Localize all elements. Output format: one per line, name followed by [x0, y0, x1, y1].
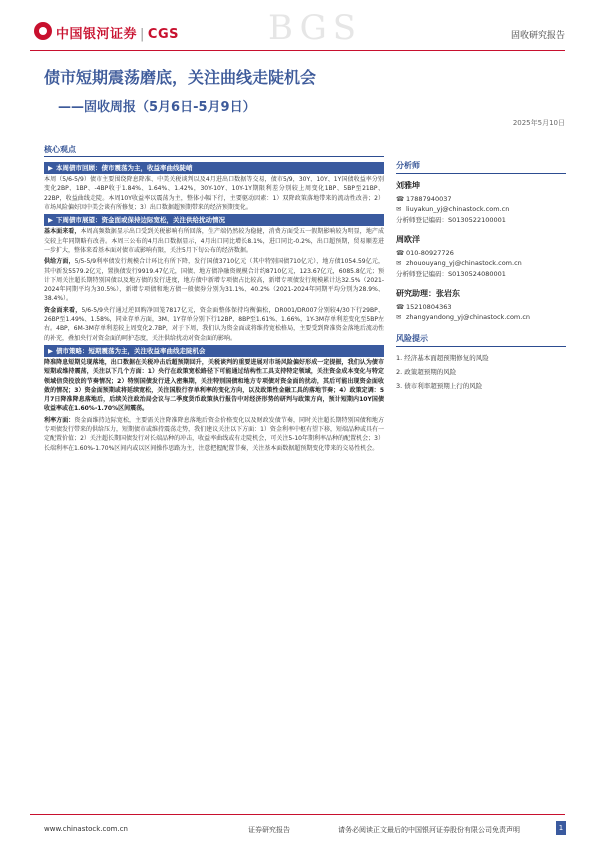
paragraph	[44, 358, 384, 414]
phone-icon: ☎	[396, 249, 405, 257]
phone-icon: ☎	[396, 195, 405, 203]
section-bar-label: 本周债市回顾：债市震荡为主，收益率曲线陡峭	[56, 164, 193, 172]
core-content	[44, 160, 384, 455]
sidebar	[396, 160, 566, 395]
report-date: 2025年5月10日	[512, 119, 565, 127]
core-divider	[44, 156, 384, 157]
paragraph-lead: 基本面来看，	[44, 228, 81, 236]
paragraph	[44, 306, 384, 343]
phone-text: 17887940037	[406, 195, 452, 203]
paragraph-text: 资金面维持边际宽松，主要需关注降准降息落地后资金价格变化以及财政发债节奏，同时关注超长期特别国债和地方专项债发行带来的供给压力，短期债市或维持震荡走势，我们建议关注以下方面：1）资金利率中枢有望下移，短端品种或具有一定配置价值；2）关注超长期国债发行对长端品种的冲击，收益率曲线或有走陡机会，可关注5-10年期利率品种的配置机会；3）长端利率在1.60%-1.70%区间内或以区间操作思路为主，注意把握配置节奏，关注基本面数据超预期变化带来的交易性机会。	[44, 416, 384, 452]
paragraph-text: 本周（5/6-5/9）债市主要围绕降息降准、中美关税谈判以及4月进出口数据等交易，债市5/9，30Y、10Y、1Y国债收益率分别变化2BP、1BP、-4BP收于1.84%、1.64%、1.42%，30Y-10Y、10Y-1Y期限利差分别较上周变化1BP、5BP至21BP、22BP，收益曲线走陡。本周10Y收益率以震荡为主，整体小幅下行，主要驱动因素：1）双降政策落地带来的流动性改善；2）市场风险偏好因中美会谈有所修复；3）出口数据超预期带来的经济预期变化。	[44, 176, 384, 211]
risk-item: 2. 政策超预期的风险	[396, 368, 457, 376]
section-bar-outlook: ▶ 下周债市展望：资金面或保持边际宽松，关注供给扰动情况	[44, 214, 384, 226]
analyst-phone	[396, 249, 566, 257]
analyst-phone	[396, 195, 566, 203]
report-type: 固收研究报告	[510, 31, 565, 41]
risk-heading: 风险提示	[396, 333, 566, 347]
assistant-phone	[396, 303, 566, 311]
core-heading: 核心观点	[44, 145, 76, 154]
cert-number: S0130524080001	[448, 270, 506, 278]
analyst-heading: 分析师	[396, 160, 566, 174]
analyst-name: 刘雅坤	[396, 181, 420, 190]
header-divider	[30, 50, 565, 51]
footer-label: 证券研究报告	[248, 826, 290, 834]
section-bar-label: 下周债市展望：资金面或保持边际宽松，关注供给扰动情况	[56, 216, 225, 225]
report-title: 债市短期震荡磨底，关注曲线走陡机会	[44, 68, 317, 87]
analyst-cert	[396, 215, 566, 224]
paragraph-lead: 资金面来看，	[44, 306, 82, 314]
paragraph-lead: 利率方面：	[44, 416, 75, 424]
analyst-email[interactable]	[396, 259, 566, 267]
analyst-email[interactable]	[396, 205, 566, 213]
risk-item: 3. 债市利率超预期上行的风险	[396, 382, 483, 390]
header-watermark: BGS	[268, 8, 363, 48]
assistant-label: 研究助理：	[396, 289, 436, 298]
paragraph-text: 5/5-5/9利率债发行规模合计环比有所下降，发行国债3710亿元（其中特别国债710亿元），地方债1054.59亿元，其中新发5579.2亿元，置换债发行9919.47亿元，国债、地方债净融资规模合计约8710亿元，123.67亿元，6085.8亿元；预计下周关注超长期特别国债以及地方债的发行进度，地方债中新增专项债占比较高，新增专项债发行规模累计达32.5%（2021-2024年同期平均为30.5%），新增专项债和地方债一般债券分别为31.1%、40.2%（2021-2024年同期平均分别为28.9%、38.4%）。	[44, 258, 384, 303]
analyst-name: 周欧洋	[396, 235, 420, 244]
assistant-name	[396, 288, 566, 299]
cert-label: 分析师登记编码：	[396, 216, 448, 224]
section-bar-strategy: ▶ 债市策略：短期震荡为主，关注收益率曲线走陡机会	[44, 345, 384, 357]
paragraph	[44, 175, 384, 212]
paragraph-text: 本周高频数据显示出口受到关税影响有所回落，生产端仍然较为稳健，消费方面受五一假期影响较为明显，地产成交较上年同期略有改善。本周三公布的4月出口数据显示，4月出口同比增长8.1%，进口同比-0.2%，出口超预期，贸易顺差进一步扩大，整体来看基本面对债市或影响有限，关注5月下旬公布的经济数据。	[44, 228, 384, 254]
footer-website[interactable]: www.chinastock.com.cn	[44, 825, 128, 833]
brand-en: CGS	[147, 27, 179, 42]
paragraph	[44, 416, 384, 453]
email-link[interactable]: zhangyandong_yj@chinastock.com.cn	[406, 313, 531, 321]
email-icon: ✉	[396, 259, 402, 267]
assistant-email[interactable]	[396, 313, 566, 321]
analyst-cert	[396, 269, 566, 278]
footer-disclaimer: 请务必阅读正文最后的中国银河证券股份有限公司免责声明	[338, 826, 520, 834]
paragraph-text: 降准降息短期兑现落地，出口数据在关税冲击后超预期回升，关税谈判的重要进展对市场风险偏好形成一定提振，我们认为债市短期或维持震荡，关注以下几个方面：1）央行在政策宽松路径下可能通过结构性工具支持特定领域，关注资金成本变化与特定领域信贷投放的节奏情况；2）特别国债发行进入密集期，关注特别国债和地方专项债对资金面的扰动，其后可能出现资金面收敛的情况；3）资金面预期或将延续宽松，关注国股行存单利率的变化方向，以及政策性金融工具的落地节奏；4）政策定调：5月7日降准降息落地后，后续关注政治局会议与二季度货币政策执行报告中对经济形势的研判与政策方向，预计短期内10Y国债收益率或在1.60%-1.70%区间震荡。	[44, 358, 384, 413]
phone-icon: ☎	[396, 303, 405, 311]
email-icon: ✉	[396, 313, 402, 321]
email-icon: ✉	[396, 205, 402, 213]
paragraph	[44, 227, 384, 255]
phone-text: 15210804363	[406, 303, 452, 311]
section-bar-review: ▶ 本周债市回顾：债市震荡为主，收益率曲线陡峭	[44, 162, 384, 174]
paragraph-lead: 供给方面，	[44, 258, 75, 266]
brand-name: 中国银河证券 | CGS	[56, 27, 179, 42]
email-link[interactable]: liuyakun_yj@chinastock.com.cn	[406, 205, 510, 213]
risk-item: 1. 经济基本面超预期修复的风险	[396, 354, 489, 362]
page-number: 1	[556, 821, 566, 835]
brand-logo-icon	[34, 22, 52, 40]
section-bar-label: 债市策略：短期震荡为主，关注收益率曲线走陡机会	[56, 346, 206, 355]
phone-text: 010-80927726	[406, 249, 454, 257]
footer-divider	[30, 814, 565, 815]
brand-cn: 中国银河证券	[56, 27, 138, 42]
email-link[interactable]: zhououyang_yj@chinastock.com.cn	[406, 259, 522, 267]
cert-label: 分析师登记编码：	[396, 270, 448, 278]
paragraph-text: 5/6-5/9央行通过逆回购净回笼7817亿元，资金面整体保持均衡偏松，DR001/DR007分别较4/30下行29BP、26BP至1.49%、1.58%，同业存单方面，3M、1Y存单分别下行12BP、8BP至1.61%、1.66%，1Y-3M存单利差变化至5BP左右。4BP，6M-3M存单利差较上周变化2.7BP，对于下周，我们认为资金面或将维持宽松格局，主要受到降准资金落地后流动性的补充，叠加央行对资金面的呵护态度，关注供给扰动对资金面的影响。	[44, 306, 384, 342]
report-subtitle: ——固收周报（5月6日-5月9日）	[58, 100, 256, 115]
cert-number: S0130522100001	[448, 216, 506, 224]
assistant-name-text: 张岩东	[436, 289, 460, 298]
paragraph	[44, 257, 384, 303]
